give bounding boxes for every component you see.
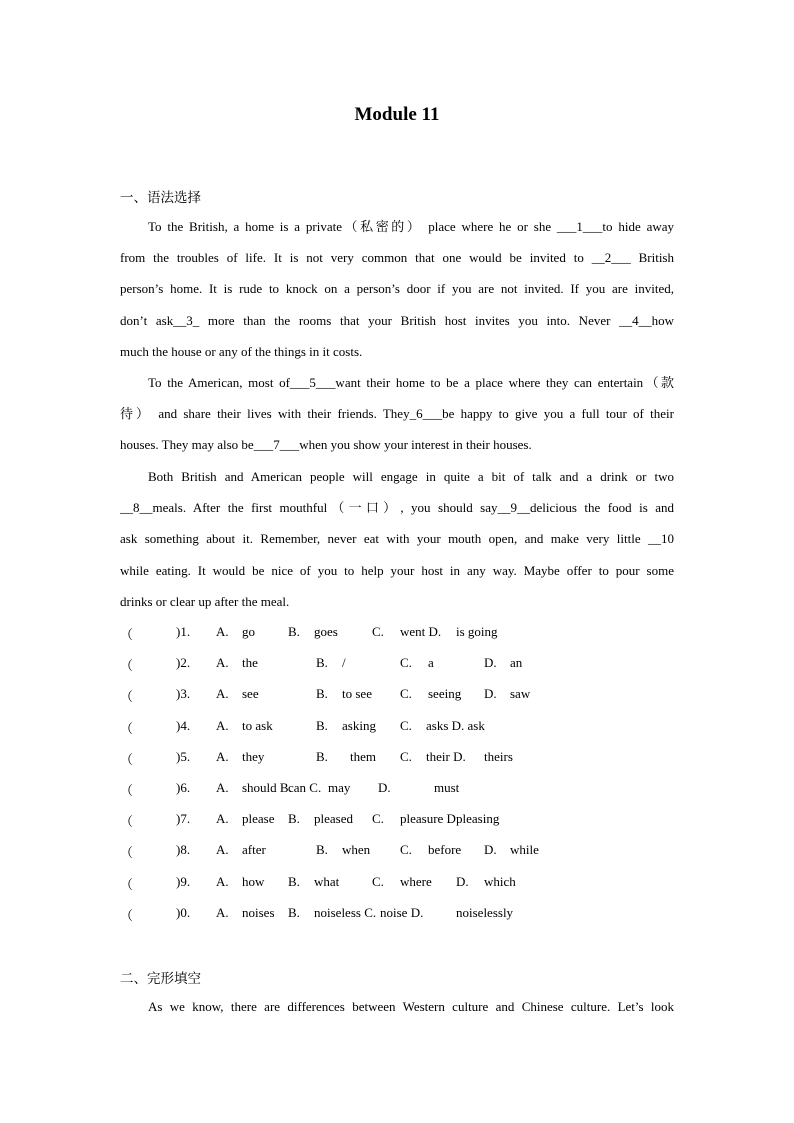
answer-paren-open: （ [120,845,134,861]
question-number: )6. [176,780,191,795]
option-cell: after [242,842,266,858]
option-cell: D. [456,873,469,889]
question-number: )7. [176,811,191,827]
section-heading-cloze: 二、完形填空 [120,971,201,987]
section-heading-grammar: 一、语法选择 [120,190,201,206]
option-cell: B. [288,904,300,920]
option-cell: they [242,748,265,764]
option-cell: noise D. [380,904,424,920]
passage-paragraph-3 [120,461,674,617]
option-cell: noiseless C. [314,904,377,920]
passage-line: 待） and share their lives with their friends. They_6___be happy to give you a full tour of their [120,406,674,422]
option-cell: C. [400,655,412,671]
option-cell: them [350,748,376,764]
passage-line: Both British and American people will engage in quite a bit of talk and a drink or two [148,469,674,484]
option-cell: is going [456,624,498,639]
option-cell: D. [378,780,391,795]
option-cell: C. [400,842,412,858]
option-cell: how [242,873,265,889]
passage-line: much the house or any of the things in it costs. [120,343,363,359]
option-cell: B. [316,686,328,702]
option-cell: A. [216,904,229,920]
question-number: )1. [176,624,191,639]
option-cell: B. [288,873,300,889]
option-cell: A. [216,655,229,671]
option-cell: B. [316,717,328,733]
option-cell: see [242,686,259,702]
answer-paren-open: （ [120,876,134,892]
option-cell: C. [372,811,384,827]
option-cell: their D. [426,748,466,764]
answer-paren-open: （ [120,783,134,798]
option-cell: which [484,873,516,889]
option-cell: please [242,811,275,827]
option-cell: A. [216,842,229,858]
option-cell: C. [372,624,384,639]
passage-line: __8__meals. After the first mouthful（一口）, you should say__9__delicious the food is and [120,500,674,516]
answer-paren-open: （ [120,720,134,736]
option-cell: seeing [428,686,462,702]
passage-line: person’s home. It is rude to knock on a person’s door if you are not invited. If you are invited, [120,281,674,297]
passage-line: To the British, a home is a private（私密的） place where he or she ___1___to hide away [148,219,674,234]
option-cell: / [342,655,346,671]
passage-line: while eating. It would be nice of you to help your host in any way. Maybe offer to pour some [120,562,674,578]
passage-paragraph-cloze [120,991,674,1022]
page-title: Module 11 [354,104,440,125]
option-cell: to see [342,686,372,702]
passage-line: houses. They may also be___7___when you show your interest in their houses. [120,437,532,453]
option-cell: should B. [242,780,292,795]
passage-paragraph-1 [120,211,674,367]
option-cell: goes [314,624,338,639]
answer-paren-open: （ [120,751,134,767]
option-cell: A. [216,686,229,702]
option-cell: saw [510,686,531,702]
option-cell: noises [242,904,275,920]
passage-paragraph-2 [120,367,674,461]
option-cell: when [342,842,371,858]
option-cell: A. [216,717,229,733]
passage-line: To the American, most of___5___want their home to be a place where they can entertain（款 [148,375,674,390]
question-number: )2. [176,655,191,671]
answer-paren-open: （ [120,627,134,642]
option-cell: what [314,873,340,889]
answer-paren-open: （ [120,907,134,923]
option-cell: A. [216,748,229,764]
option-cell: pleasing [456,811,500,827]
option-cell: may [328,780,351,795]
option-cell: B. [316,655,328,671]
option-cell: while [510,842,539,858]
option-cell: D. [484,655,497,671]
question-number: )5. [176,748,191,764]
option-cell: A. [216,780,229,795]
option-cell: noiselessly [456,904,514,920]
option-cell: a [428,655,434,671]
option-cell: C. [400,748,412,764]
passage-line: don’t ask__3_ more than the rooms that your British host invites you into. Never __4__how [120,312,674,328]
option-cell: asking [342,717,376,733]
option-cell: must [434,780,460,795]
question-number: )4. [176,717,191,733]
option-cell: asks D. ask [426,717,485,733]
option-cell: D. [484,842,497,858]
question-number: )3. [176,686,191,702]
option-cell: B. [316,842,328,858]
option-cell: to ask [242,717,273,733]
answer-paren-open: （ [120,814,134,830]
option-cell: an [510,655,523,671]
option-cell: C. [372,873,384,889]
question-number: )9. [176,873,191,889]
option-cell: B. [288,624,300,639]
option-cell: where [400,873,432,889]
passage-line: ask something about it. Remember, never eat with your mouth open, and make very little __10 [120,531,674,547]
option-cell: before [428,842,462,858]
passage-line: drinks or clear up after the meal. [120,593,290,609]
option-cell: C. [400,717,412,733]
option-cell: B. [288,811,300,827]
option-cell: B. [316,748,328,764]
question-number: )0. [176,904,191,920]
passage-line: As we know, there are differences between Western culture and Chinese culture. Let’s look [148,999,674,1014]
passage-line: from the troubles of life. It is not very common that one would be invited to __2___ British [120,250,674,266]
option-cell: A. [216,624,229,639]
option-cell: go [242,624,255,639]
option-cell: D. [484,686,497,702]
question-number: )8. [176,842,191,858]
answer-paren-open: （ [120,658,134,674]
answer-paren-open: （ [120,689,134,705]
option-cell: the [242,655,258,671]
option-cell: pleased [314,811,353,827]
option-cell: theirs [484,748,513,764]
option-cell: A. [216,873,229,889]
option-cell: went D. [400,624,442,639]
option-cell: pleasure D. [400,811,460,827]
option-cell: A. [216,811,229,827]
option-cell: can C. [288,780,322,795]
option-cell: C. [400,686,412,702]
